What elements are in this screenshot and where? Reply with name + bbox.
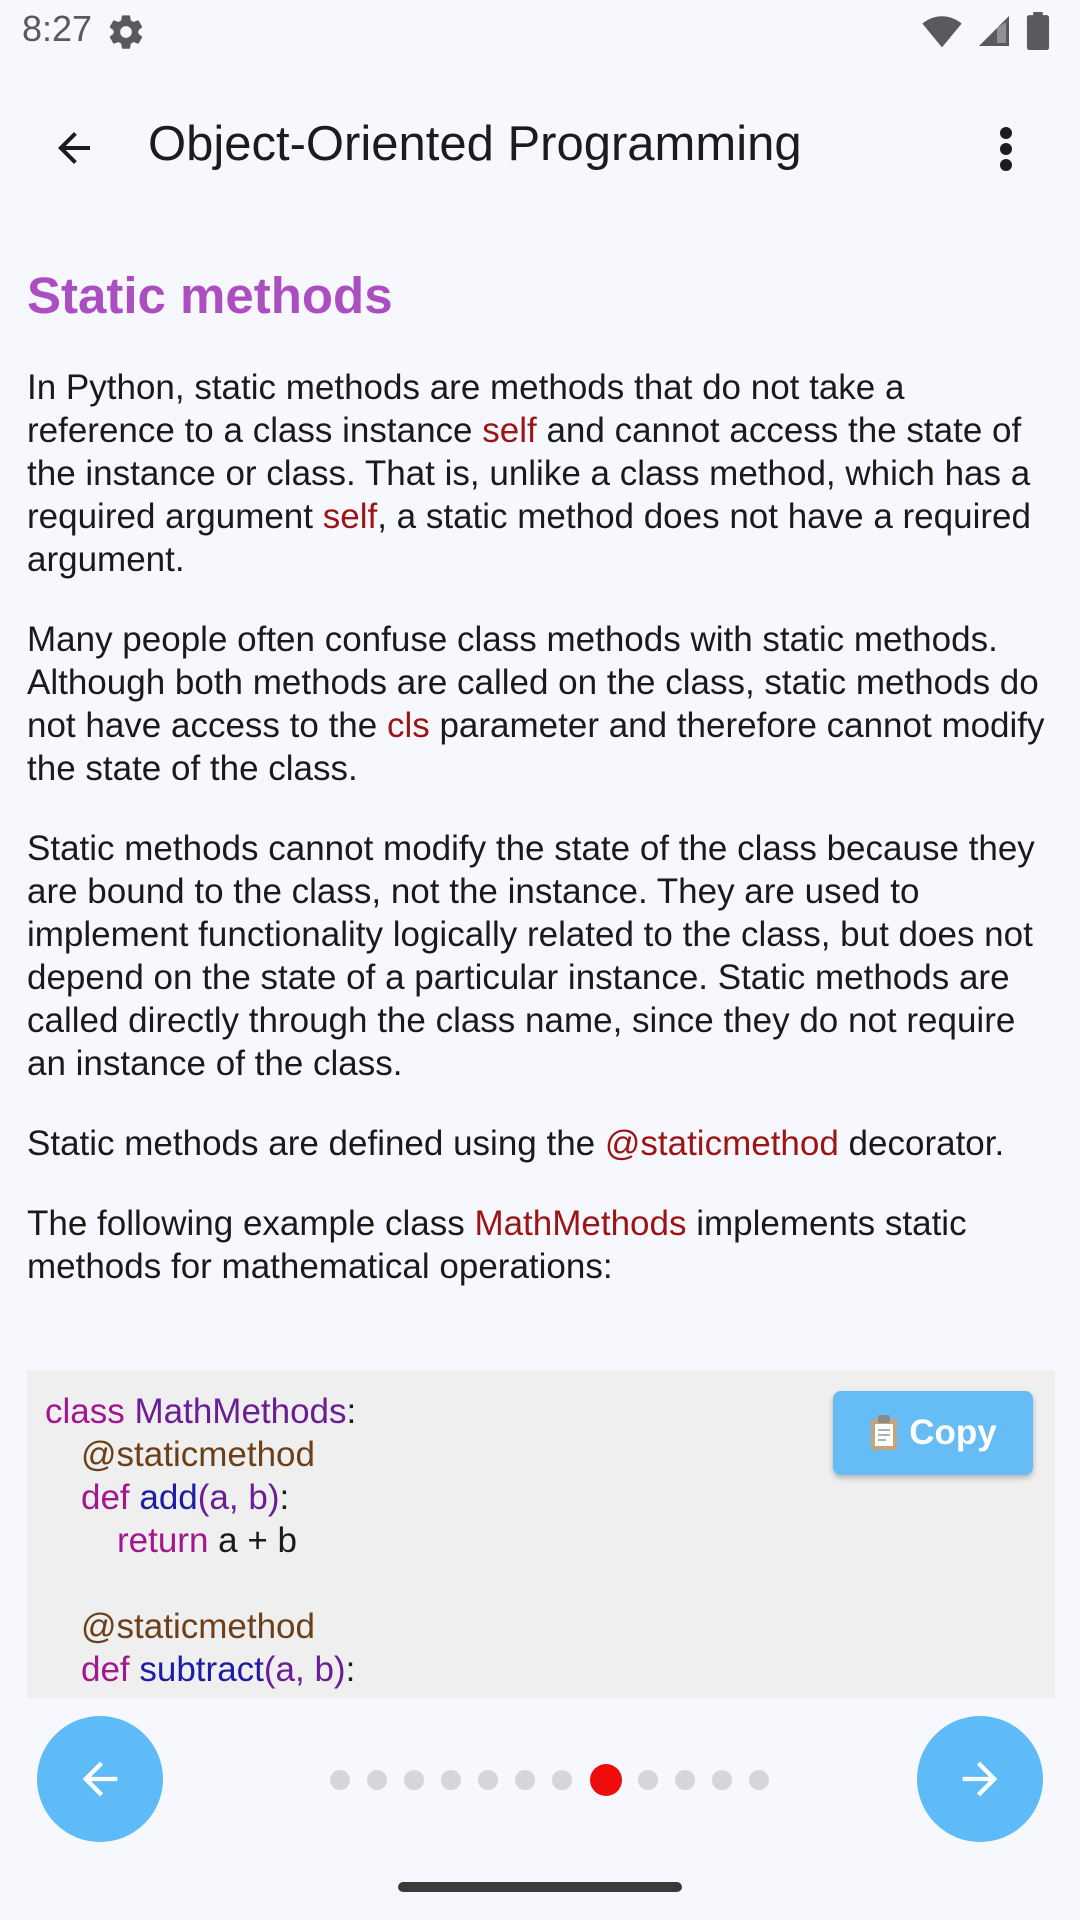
gear-icon: [106, 12, 146, 57]
code-function-name: add: [129, 1478, 198, 1517]
page-indicator: [320, 1760, 760, 1800]
page-dot: [749, 1770, 769, 1790]
page-dot: [441, 1770, 461, 1790]
code-decorator: @staticmethod: [81, 1607, 315, 1646]
arrow-back-icon: [50, 124, 98, 172]
status-bar: [0, 0, 1080, 64]
text: Static methods are defined using the: [27, 1124, 605, 1163]
inline-code: self: [322, 497, 378, 536]
inline-code: @staticmethod: [604, 1124, 839, 1163]
previous-page-button[interactable]: [37, 1716, 163, 1842]
code-line: [45, 1390, 356, 1433]
code-keyword: class: [45, 1392, 125, 1431]
code-args: (a, b): [263, 1650, 346, 1689]
signal-icon: [976, 13, 1012, 54]
code-line: [81, 1648, 355, 1691]
page-dot: [367, 1770, 387, 1790]
paragraph-2: [27, 618, 1057, 790]
article-content: [27, 262, 1057, 1325]
app-bar: [0, 90, 1080, 206]
next-page-button[interactable]: [917, 1716, 1043, 1842]
text: The following example class: [27, 1204, 475, 1243]
code-line: [81, 1605, 315, 1648]
paragraph-3: Static methods cannot modify the state of the class because they are bound to the class, not the instance. They are used to implement functionality logically related to the class, but does not depend on the state of a particular instance. Static methods are called directly through the class name, since they do not require an instance of the class.: [27, 829, 1035, 1083]
page-dot: [515, 1770, 535, 1790]
page-dot: [712, 1770, 732, 1790]
text: , a static method does not have a required argument.: [27, 497, 1031, 579]
copy-button[interactable]: [833, 1391, 1033, 1475]
section-heading: Static methods: [27, 267, 393, 324]
page-dot: [330, 1770, 350, 1790]
code-block[interactable]: [27, 1370, 1055, 1698]
page-dot-active: [590, 1764, 622, 1796]
inline-code: cls: [386, 706, 430, 745]
paragraph-5: [27, 1202, 1057, 1288]
arrow-left-icon: [74, 1753, 126, 1805]
code-class-name: MathMethods: [124, 1392, 347, 1431]
page-dot: [675, 1770, 695, 1790]
arrow-right-icon: [954, 1753, 1006, 1805]
code-line: [81, 1476, 289, 1519]
more-options-button[interactable]: [976, 114, 1036, 184]
text: In Python, static methods are methods that do not take a reference to a class instance: [27, 368, 905, 450]
wifi-icon: [922, 13, 962, 54]
page-dot: [552, 1770, 572, 1790]
inline-code: self: [482, 411, 537, 450]
code-punct: :: [346, 1392, 357, 1431]
code-keyword: def: [81, 1478, 130, 1517]
paragraph-1: [27, 366, 1057, 581]
page-dot: [404, 1770, 424, 1790]
text: implements static methods for mathematical operations:: [27, 1204, 967, 1286]
back-button[interactable]: [44, 118, 104, 178]
battery-icon: [1026, 12, 1050, 55]
home-indicator[interactable]: [398, 1882, 682, 1892]
text: decorator.: [838, 1124, 1005, 1163]
code-line: [81, 1433, 315, 1476]
text: parameter and therefore cannot modify the state of the class.: [27, 706, 1045, 788]
code-line: [117, 1519, 297, 1562]
page-title: Object-Oriented Programming: [148, 117, 802, 171]
code-decorator: @staticmethod: [81, 1435, 315, 1474]
page-dot: [478, 1770, 498, 1790]
code-keyword: return: [117, 1521, 209, 1560]
code-keyword: def: [81, 1650, 130, 1689]
inline-code: MathMethods: [474, 1204, 687, 1243]
code-args: (a, b): [197, 1478, 280, 1517]
status-time: 8:27: [22, 8, 93, 49]
text: Many people often confuse class methods with static methods. Although both methods are called on the class, static methods do not have access to the: [27, 620, 1039, 745]
more-vert-icon: [998, 125, 1014, 173]
code-punct: :: [345, 1650, 356, 1689]
code-function-name: subtract: [129, 1650, 264, 1689]
text: and cannot access the state of the instance or class. That is, unlike a class method, which has a required argument: [27, 411, 1031, 536]
page-dot: [638, 1770, 658, 1790]
clipboard-icon: [869, 1414, 899, 1452]
paragraph-4: [27, 1122, 1057, 1165]
copy-label: Copy: [909, 1413, 997, 1452]
status-icons: [922, 12, 1050, 55]
code-expression: a + b: [208, 1521, 297, 1560]
code-punct: :: [279, 1478, 290, 1517]
